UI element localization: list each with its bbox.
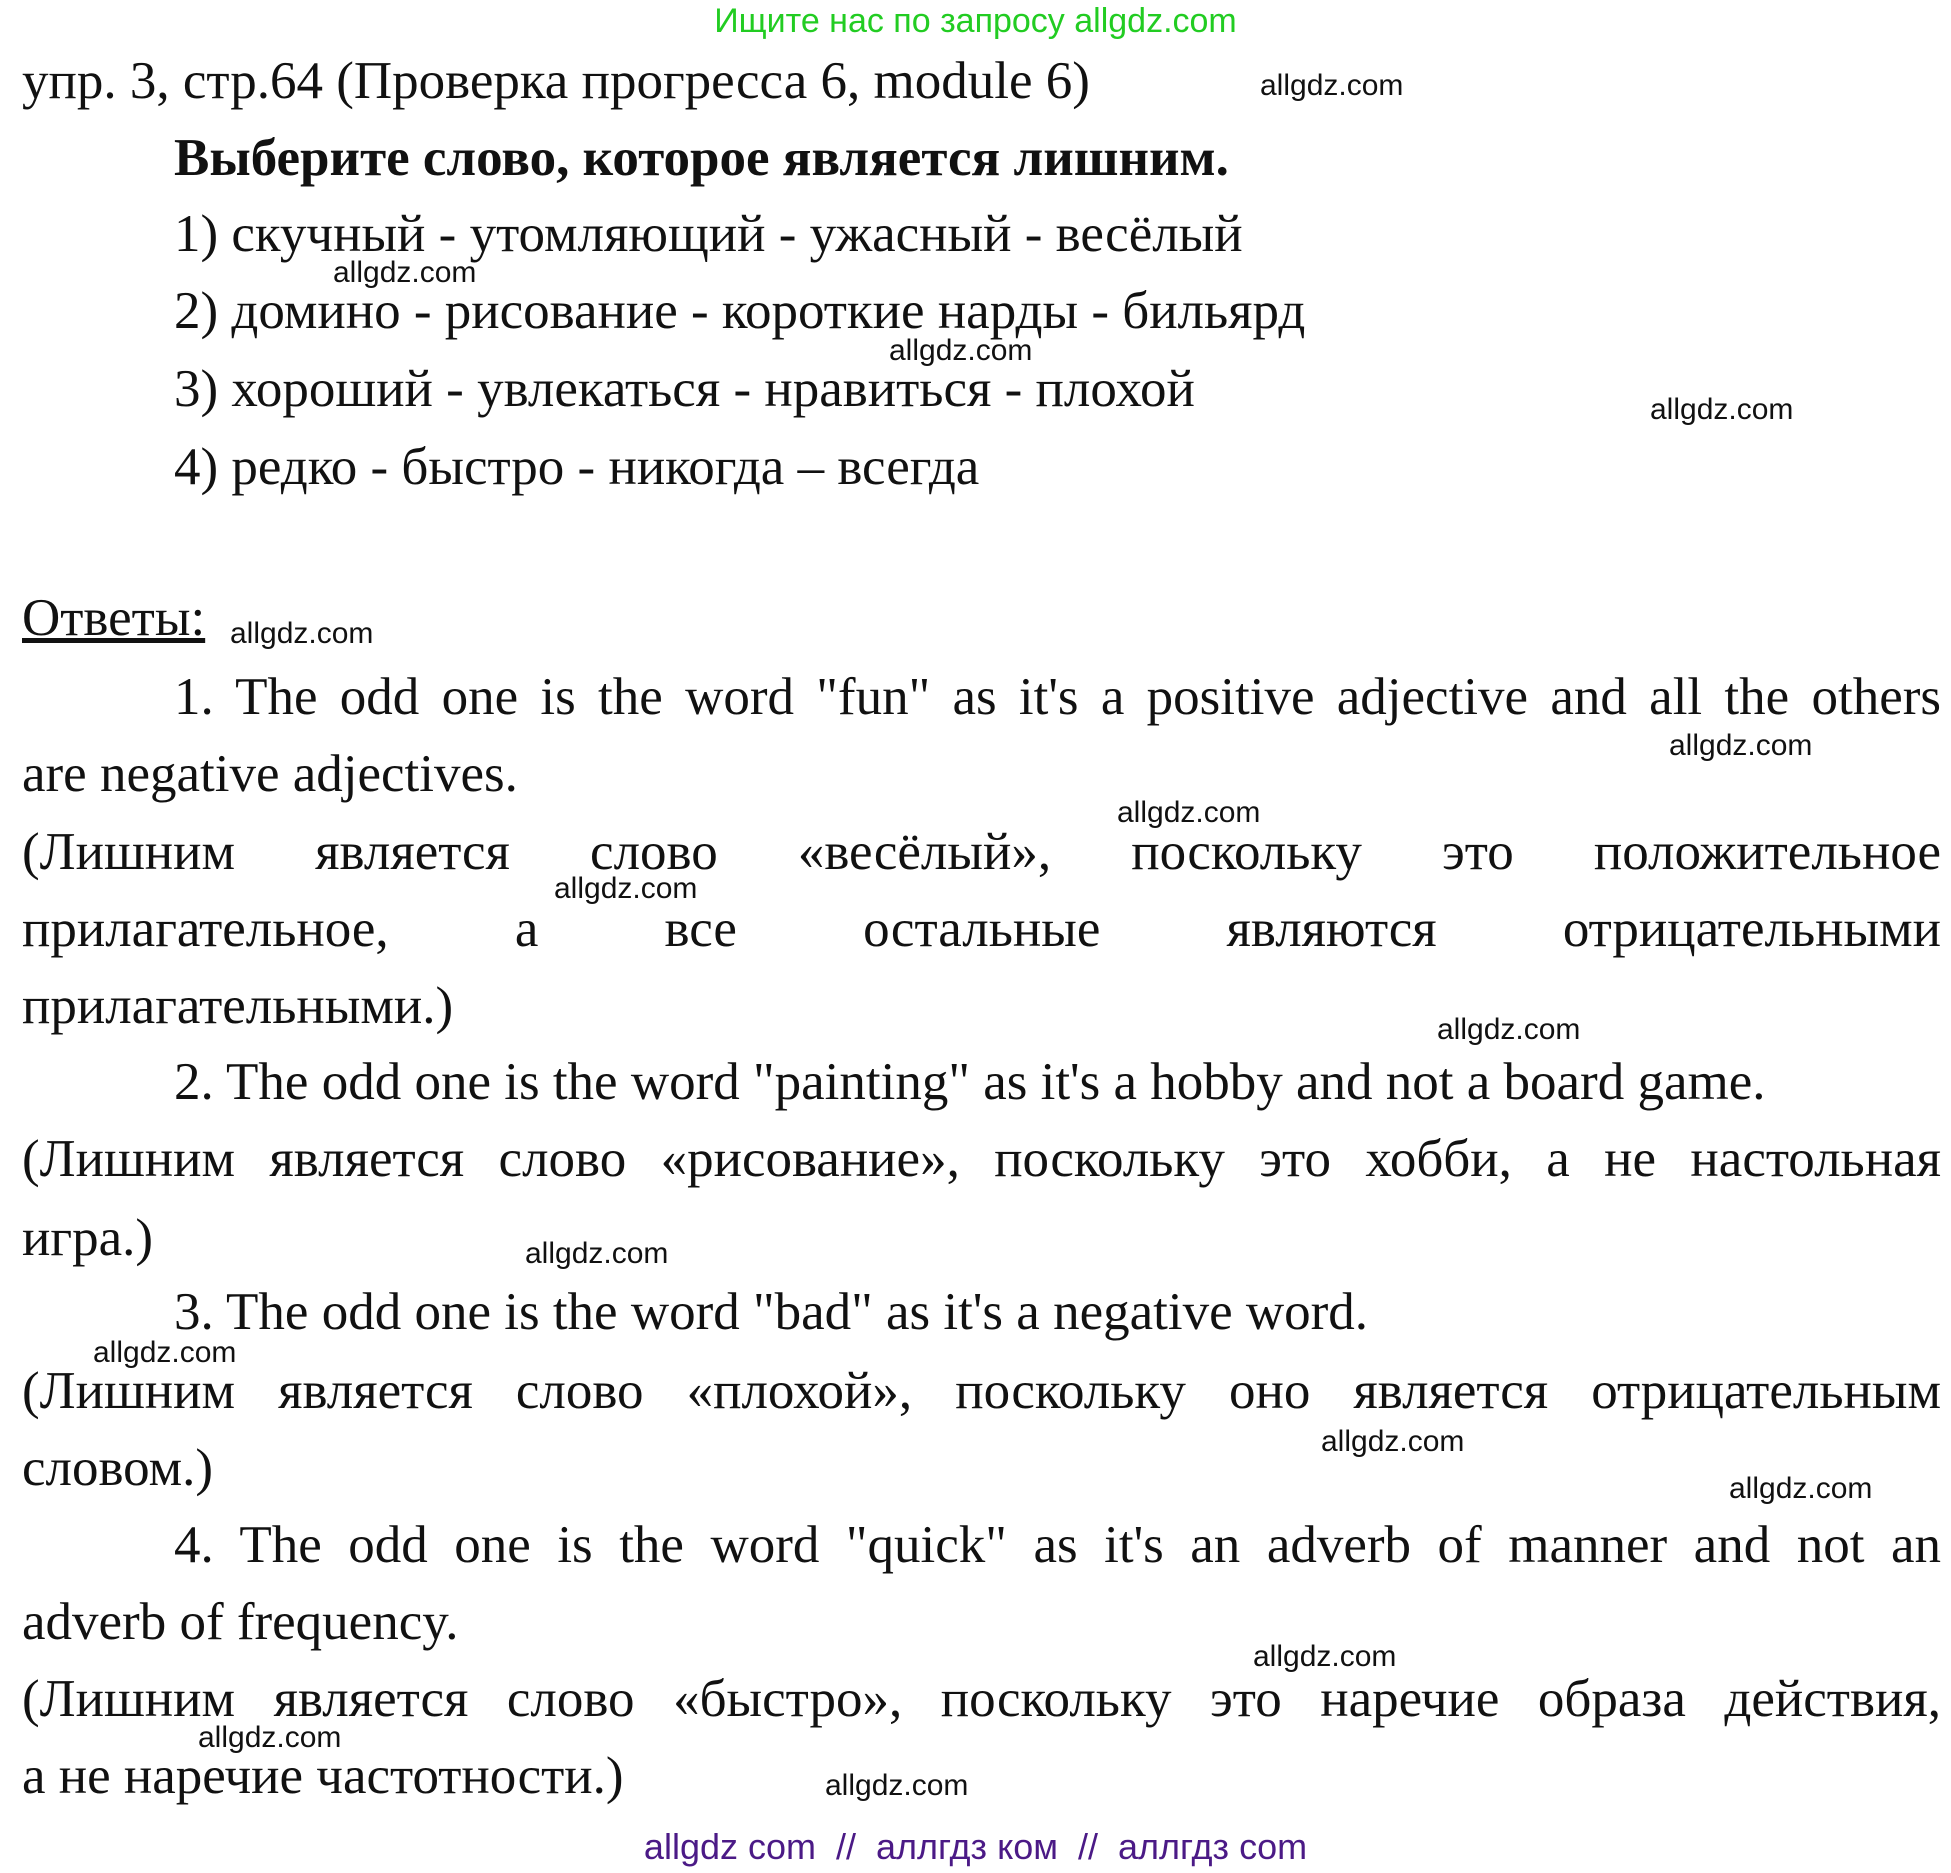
exercise-title: упр. 3, стр.64 (Проверка прогресса 6, module 6) bbox=[22, 52, 1090, 110]
answer-line: прилагательное, а все остальные являются отрицательными bbox=[22, 900, 1941, 958]
item-1: 1) скучный - утомляющий - ужасный - весёлый bbox=[174, 205, 1243, 263]
answer-line: are negative adjectives. bbox=[22, 745, 518, 803]
watermark: allgdz.com bbox=[1321, 1425, 1465, 1458]
answer-line: 2. The odd one is the word "painting" as it's a hobby and not a board game. bbox=[174, 1053, 1766, 1111]
watermark: allgdz.com bbox=[825, 1769, 969, 1802]
answer-line: adverb of frequency. bbox=[22, 1593, 459, 1651]
answer-line: (Лишним является слово «весёлый», поскольку это положительное bbox=[22, 823, 1941, 881]
item-3: 3) хороший - увлекаться - нравиться - плохой bbox=[174, 360, 1195, 418]
answer-line: прилагательными.) bbox=[22, 977, 454, 1035]
watermark: allgdz.com bbox=[1260, 69, 1404, 102]
watermark: allgdz.com bbox=[1253, 1640, 1397, 1673]
watermark: allgdz.com bbox=[1437, 1013, 1581, 1046]
watermark: allgdz.com bbox=[93, 1336, 237, 1369]
answer-line: (Лишним является слово «рисование», поскольку это хобби, а не настольная bbox=[22, 1130, 1941, 1188]
item-4: 4) редко - быстро - никогда – всегда bbox=[174, 438, 980, 496]
watermark: allgdz.com bbox=[333, 256, 477, 289]
answer-line: 1. The odd one is the word "fun" as it's a positive adjective and all the others bbox=[174, 668, 1941, 726]
watermark: allgdz.com bbox=[1650, 393, 1794, 426]
watermark: allgdz.com bbox=[1729, 1472, 1873, 1505]
answer-line: а не наречие частотности.) bbox=[22, 1747, 624, 1805]
search-banner: Ищите нас по запросу allgdz.com bbox=[714, 2, 1237, 40]
answer-line: (Лишним является слово «плохой», поскольку оно является отрицательным bbox=[22, 1362, 1941, 1420]
answer-line: (Лишним является слово «быстро», поскольку это наречие образа действия, bbox=[22, 1670, 1941, 1728]
answer-line: словом.) bbox=[22, 1439, 214, 1497]
footer-links: allgdz com // аллгдз ком // аллгдз com bbox=[643, 1826, 1308, 1867]
instruction: Выберите слово, которое является лишним. bbox=[174, 129, 1229, 187]
watermark: allgdz.com bbox=[889, 334, 1033, 367]
answers-heading: Ответы: bbox=[22, 589, 206, 647]
item-2: 2) домино - рисование - короткие нарды - бильярд bbox=[174, 282, 1306, 340]
watermark: allgdz.com bbox=[554, 872, 698, 905]
watermark: allgdz.com bbox=[525, 1237, 669, 1270]
watermark: allgdz.com bbox=[198, 1721, 342, 1754]
watermark: allgdz.com bbox=[1117, 796, 1261, 829]
watermark: allgdz.com bbox=[1669, 729, 1813, 762]
answer-line: 4. The odd one is the word "quick" as it's an adverb of manner and not an bbox=[174, 1516, 1941, 1574]
answer-line: игра.) bbox=[22, 1209, 154, 1267]
answer-line: 3. The odd one is the word "bad" as it's a negative word. bbox=[174, 1283, 1369, 1341]
watermark: allgdz.com bbox=[230, 617, 374, 650]
